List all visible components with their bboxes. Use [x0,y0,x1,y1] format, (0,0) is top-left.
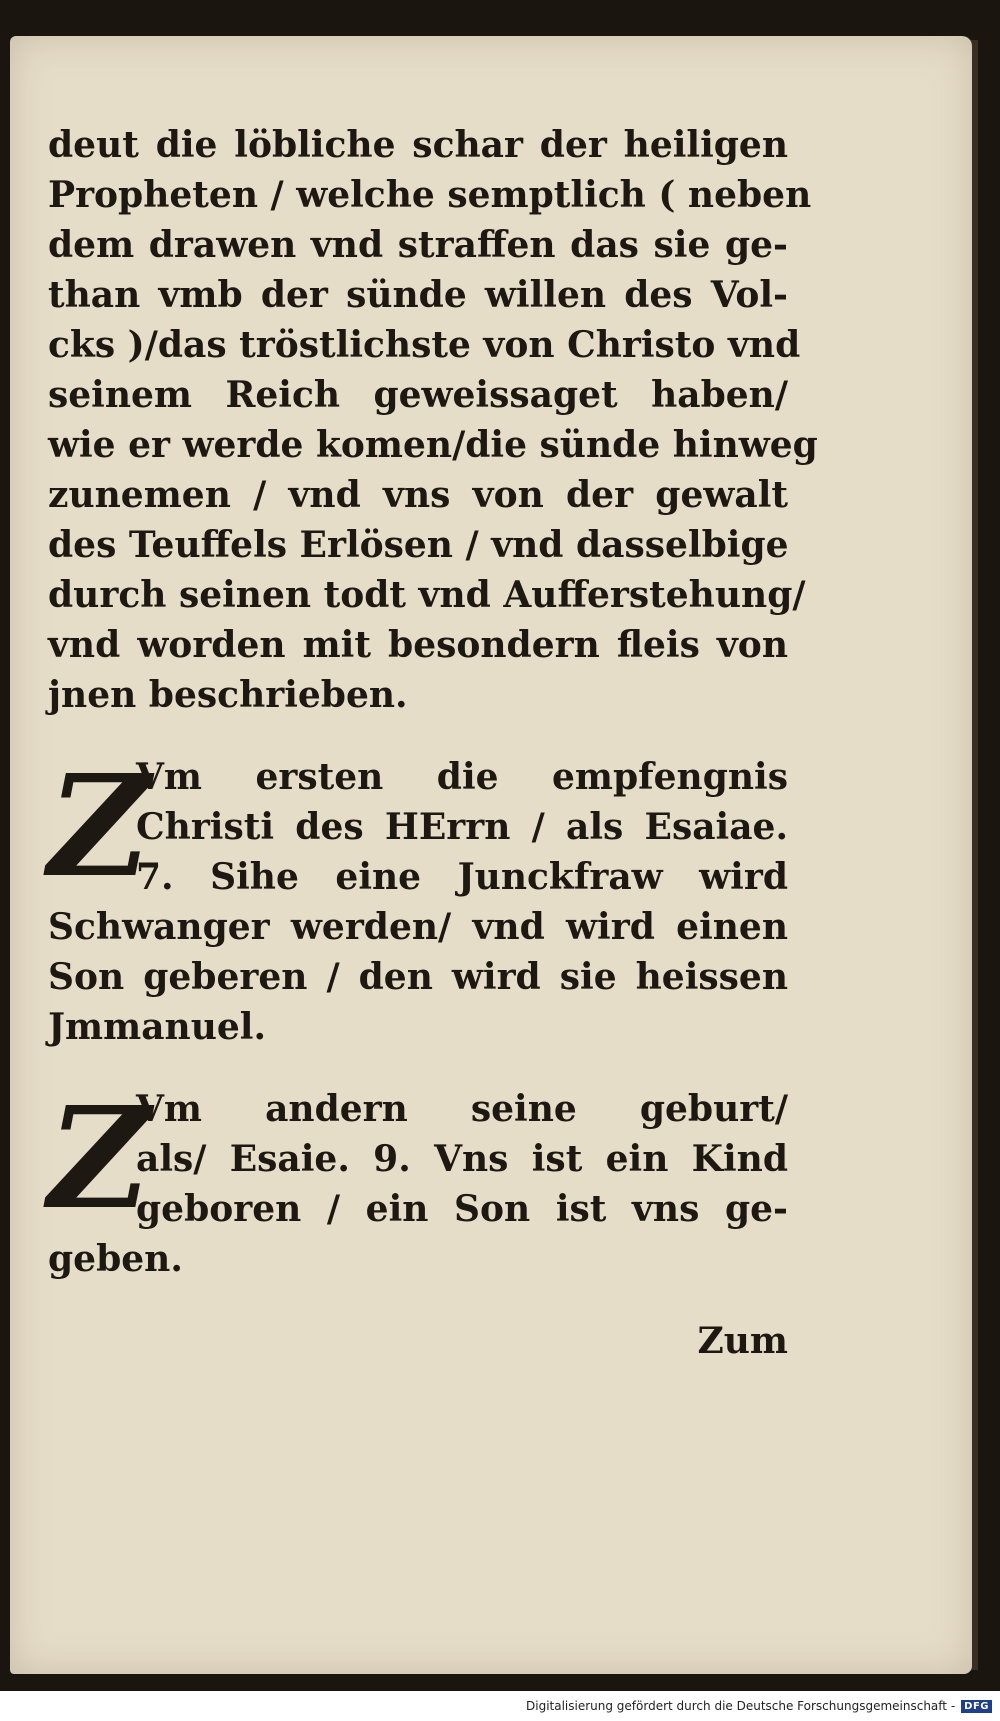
text-line: Vm andern seine geburt/ [136,1088,788,1130]
text-line: cks )/das tröstlichste von Christo vnd [48,324,801,366]
text-line: than vmb der sünde willen des Vol- [48,274,788,316]
catchword: Zum [697,1320,788,1362]
paragraph-birth [48,1077,788,1284]
digitization-footer [0,1691,1000,1721]
text-line: Propheten / welche semptlich ( neben [48,174,812,216]
text-line: Christi des HErrn / als Esaiae. [136,806,788,848]
page-text [48,120,818,1366]
paragraph-conception [48,745,788,1052]
text-line: Son geberen / den wird sie heissen [48,956,788,998]
text-line: dem drawen vnd straffen das sie ge- [48,224,788,266]
dropcap-initial: Z [48,1077,151,1241]
dfg-logo: DFG [961,1700,992,1713]
text-line: geboren / ein Son ist vns ge- [136,1188,788,1230]
text-line: Vm ersten die empfengnis [136,756,788,798]
text-line: Schwanger werden/ vnd wird einen [48,906,788,948]
text-line: wie er werde komen/die sünde hinweg [48,424,818,466]
text-line: jnen beschrieben. [48,674,408,716]
dropcap-initial: Z [48,745,151,909]
text-line: vnd worden mit besondern fleis von [48,624,788,666]
text-line: zunemen / vnd vns von der gewalt [48,474,788,516]
text-line: 7. Sihe eine Junckfraw wird [136,856,788,898]
text-line: seinem Reich geweissaget haben/ [48,374,788,416]
text-line: als/ Esaie. 9. Vns ist ein Kind [136,1138,788,1180]
text-line: deut die löbliche schar der heiligen [48,124,788,166]
paragraph-prophets [48,120,818,720]
text-line: geben. [48,1238,183,1280]
funding-credit: Digitalisierung gefördert durch die Deutsche Forschungsgemeinschaft - [526,1699,956,1713]
text-line: Jmmanuel. [48,1006,267,1048]
text-line: des Teuffels Erlösen / vnd dasselbige [48,524,789,566]
text-line: durch seinen todt vnd Aufferstehung/ [48,574,806,616]
